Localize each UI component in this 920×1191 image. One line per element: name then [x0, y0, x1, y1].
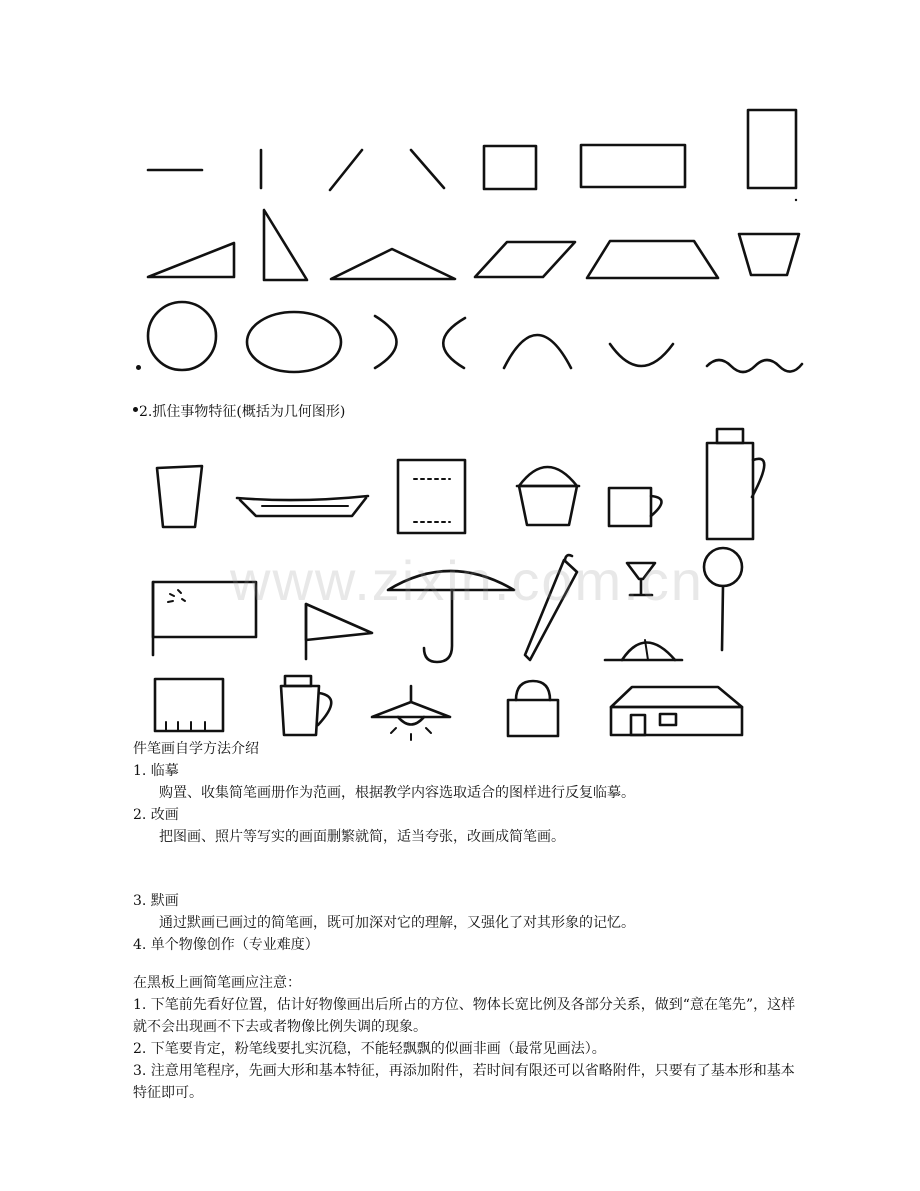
note-2: 2. 下笔要肯定，粉笔线要扎实沉稳，不能轻飘飘的似画非画（最常见画法）。 — [133, 1041, 606, 1057]
padlock-drawing — [508, 681, 558, 736]
pendant-lamp-drawing — [372, 686, 450, 740]
method-2-title: 2. 改画 — [133, 807, 179, 823]
note-3: 3. 注意用笔程序，先画大形和基本特征，再添加附件，若时间有限还可以省略附件，只要有了基本形和基本特征即可。 — [133, 1063, 795, 1101]
curtain-drawing — [155, 679, 223, 731]
thermos-drawing — [707, 429, 764, 539]
kettle-drawing — [281, 676, 331, 735]
cup-drawing — [157, 466, 202, 527]
section-title: 件笔画自学方法介绍 — [133, 741, 259, 757]
caption-text: 2.抓住事物特征(概括为几何图形) — [139, 404, 346, 420]
hard-hat-drawing — [605, 640, 682, 660]
notes-title: 在黑板上画简笔画应注意： — [133, 975, 301, 991]
note-1: 1. 下笔前先看好位置，估计好物像画出后所占的方位、物体长宽比例及各部分关系，做到“意在笔先”，这样就不会出现画不下去或者物像比例失调的现象。 — [133, 997, 796, 1035]
method-3-title: 3. 默画 — [133, 893, 179, 909]
method-3-desc: 通过默画已画过的简笔画，既可加深对它的理解，又强化了对其形象的记忆。 — [159, 915, 635, 931]
watermark: www.zixin.com.cn — [230, 549, 704, 612]
method-2-desc: 把图画、照片等写实的画面删繁就简，适当夸张，改画成简笔画。 — [159, 829, 565, 845]
method-1-title: 1. 临摹 — [133, 763, 179, 779]
balloon-lollipop-drawing — [704, 548, 742, 650]
mug-drawing — [609, 488, 662, 526]
house-drawing — [611, 687, 742, 735]
basket-drawing — [517, 467, 579, 525]
book-drawing — [398, 460, 465, 533]
method-1-desc: 购置、收集简笔画册作为范画，根据教学内容选取适合的图样进行反复临摹。 — [159, 785, 635, 801]
method-4-title: 4. 单个物像创作（专业难度） — [133, 937, 319, 953]
text-body — [133, 738, 803, 1104]
boat-dish-drawing — [237, 496, 368, 516]
